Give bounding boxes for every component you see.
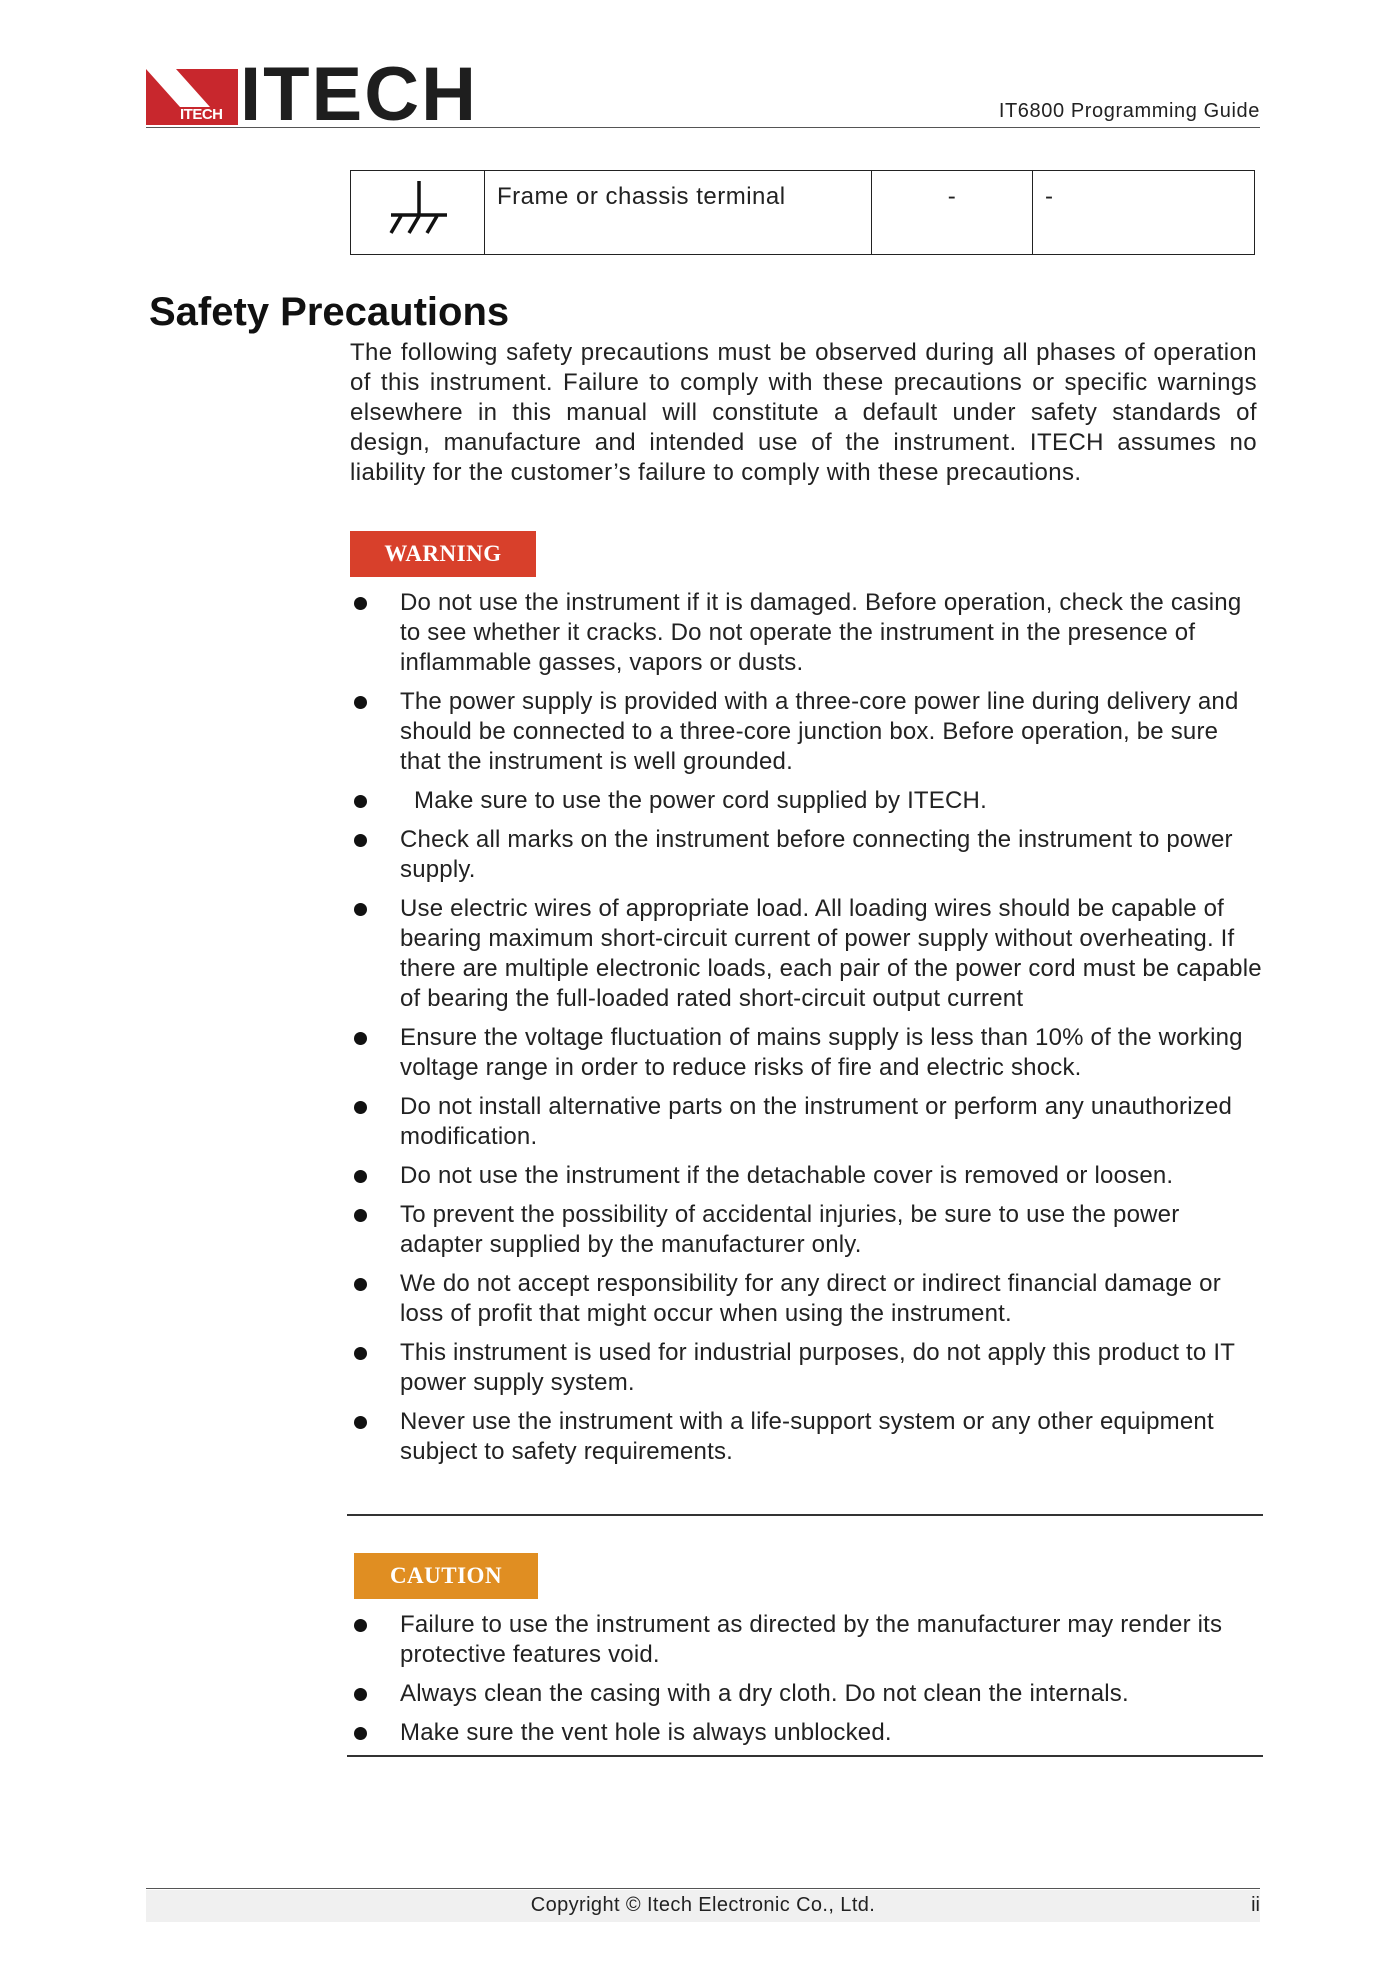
- list-item: Do not use the instrument if the detachable cover is removed or loosen.: [350, 1161, 1265, 1191]
- footer-copyright: Copyright © Itech Electronic Co., Ltd.: [530, 1894, 876, 1916]
- bullet-icon: [354, 834, 367, 847]
- list-item: This instrument is used for industrial purposes, do not apply this product to IT power supply system.: [350, 1338, 1265, 1398]
- logo-mark-label: ITECH: [180, 106, 223, 123]
- symbol-col3: -: [872, 171, 1033, 255]
- bullet-icon: [354, 1727, 367, 1740]
- list-item: Failure to use the instrument as directed by the manufacturer may render its protective features void.: [350, 1610, 1265, 1670]
- bullet-icon: [354, 795, 367, 808]
- warning-divider: [347, 1514, 1263, 1516]
- footer-divider: [146, 1888, 1260, 1889]
- bullet-icon: [354, 1170, 367, 1183]
- bullet-icon: [354, 1416, 367, 1429]
- intro-paragraph: The following safety precautions must be observed during all phases of operation of this instrument. Failure to comply with these precautions or specific warnings elsewhere in this manual will constitute a default under safety standards of design, manufacture and intended use of the instrument. ITECH assumes no liability for the customer’s failure to comply with these precautions.: [350, 339, 1257, 486]
- list-item: Never use the instrument with a life-support system or any other equipment subject to safety requirements.: [350, 1407, 1265, 1467]
- warning-list: [350, 588, 1265, 1476]
- list-item: The power supply is provided with a three-core power line during delivery and should be connected to a three-core junction box. Before operation, be sure that the instrument is well grounded.: [350, 687, 1265, 777]
- bullet-icon: [354, 903, 367, 916]
- symbol-col4: -: [1033, 171, 1255, 255]
- list-item: Do not use the instrument if it is damaged. Before operation, check the casing to see whether it cracks. Do not operate the instrument in the presence of inflammable gasses, vapors or dusts.: [350, 588, 1265, 678]
- list-item: Ensure the voltage fluctuation of mains supply is less than 10% of the working voltage range in order to reduce risks of fire and electric shock.: [350, 1023, 1265, 1083]
- caution-badge: CAUTION: [354, 1553, 538, 1599]
- list-item: Do not install alternative parts on the instrument or perform any unauthorized modification.: [350, 1092, 1265, 1152]
- bullet-icon: [354, 696, 367, 709]
- warning-badge: WARNING: [350, 531, 536, 577]
- section-title: Safety Precautions: [149, 290, 510, 334]
- bullet-icon: [354, 1688, 367, 1701]
- caution-list: [350, 1610, 1265, 1757]
- company-logo: [146, 52, 478, 137]
- list-item: Make sure the vent hole is always unblocked.: [350, 1718, 1265, 1748]
- bullet-icon: [354, 1101, 367, 1114]
- page-number: ii: [1251, 1894, 1260, 1916]
- frame-chassis-terminal-icon: [351, 171, 484, 247]
- symbol-cell: [351, 171, 485, 255]
- bullet-icon: [354, 1209, 367, 1222]
- list-item: Check all marks on the instrument before connecting the instrument to power supply.: [350, 825, 1265, 885]
- list-item: Make sure to use the power cord supplied by ITECH.: [350, 786, 1265, 816]
- table-row: [351, 171, 1255, 255]
- caution-divider: [347, 1755, 1263, 1757]
- document-title: IT6800 Programming Guide: [998, 100, 1260, 122]
- bullet-icon: [354, 1032, 367, 1045]
- logo-wordmark: ITECH: [240, 52, 478, 137]
- symbol-table: [350, 170, 1255, 255]
- bullet-icon: [354, 597, 367, 610]
- bullet-icon: [354, 1347, 367, 1360]
- symbol-description: Frame or chassis terminal: [485, 171, 872, 255]
- list-item: Use electric wires of appropriate load. All loading wires should be capable of bearing maximum short-circuit current of power supply without overheating. If there are multiple electronic loads, each pair of the power cord must be capable of bearing the full-loaded rated short-circuit output current: [350, 894, 1265, 1014]
- bullet-icon: [354, 1278, 367, 1291]
- list-item: We do not accept responsibility for any direct or indirect financial damage or loss of profit that might occur when using the instrument.: [350, 1269, 1265, 1329]
- header-divider: [146, 127, 1260, 128]
- list-item: Always clean the casing with a dry cloth. Do not clean the internals.: [350, 1679, 1265, 1709]
- list-item: To prevent the possibility of accidental injuries, be sure to use the power adapter supplied by the manufacturer only.: [350, 1200, 1265, 1260]
- logo-mark-icon: [146, 69, 238, 125]
- bullet-icon: [354, 1619, 367, 1632]
